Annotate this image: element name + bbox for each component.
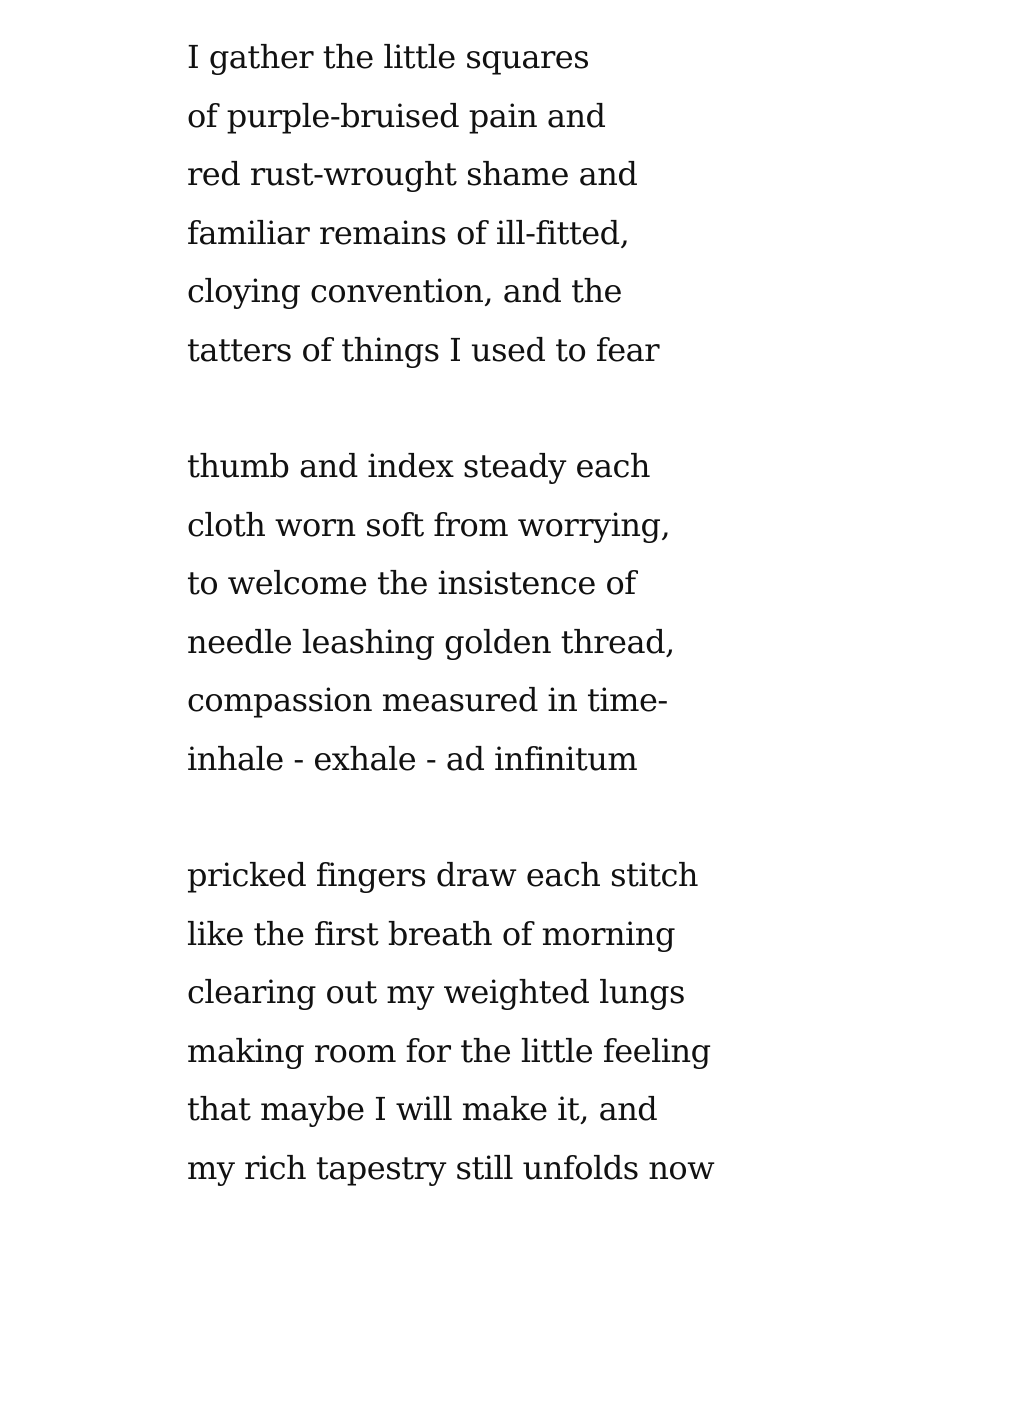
poem-line: I gather the little squares — [187, 38, 590, 76]
poem-line: red rust-wrought shame and — [187, 155, 638, 193]
poem-line: of purple-bruised pain and — [187, 96, 606, 135]
poem-line: needle leashing golden thread, — [187, 622, 675, 661]
poem-line: like the first breath of morning — [187, 914, 675, 953]
stanza-1 — [187, 28, 987, 379]
poem-line: pricked fingers draw each stitch — [187, 856, 698, 894]
stanza-2 — [187, 437, 987, 788]
poem-line: compassion measured in time- — [187, 681, 668, 719]
poem-line: my rich tapestry still unfolds now — [187, 1148, 715, 1187]
poem-line: to welcome the insistence of — [187, 564, 636, 602]
poem-line: cloying convention, and the — [187, 272, 622, 310]
poem-line: that maybe I will make it, and — [187, 1090, 658, 1128]
stanza-3 — [187, 846, 987, 1197]
poem-line: making room for the little feeling — [187, 1031, 711, 1070]
poem-line: familiar remains of ill-fitted, — [187, 213, 630, 252]
poem-line: tatters of things I used to fear — [187, 330, 660, 369]
poem — [187, 28, 987, 1255]
poem-line: thumb and index steady each — [187, 447, 650, 485]
poem-line: inhale - exhale - ad infinitum — [187, 739, 638, 778]
poem-line: clearing out my weighted lungs — [187, 973, 685, 1011]
poem-line: cloth worn soft from worrying, — [187, 505, 671, 544]
